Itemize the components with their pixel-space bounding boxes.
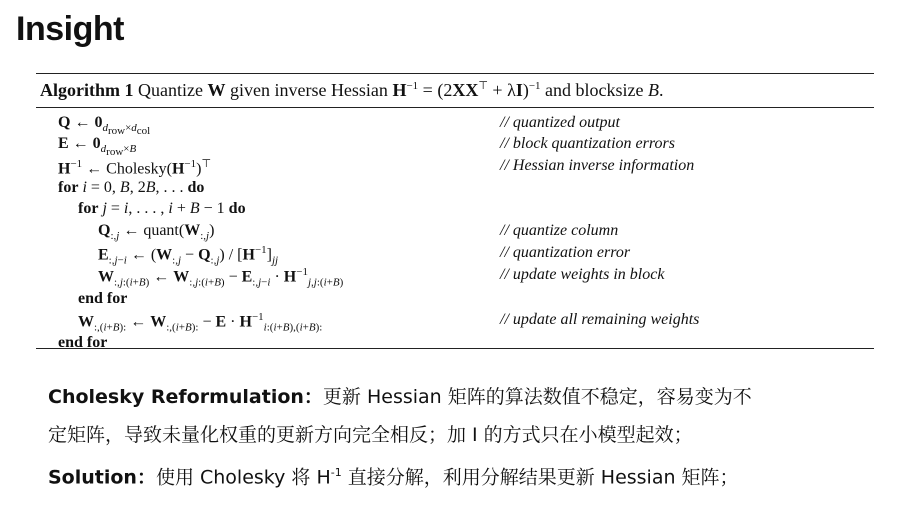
note-text-1: 更新 Hessian 矩阵的算法数值不稳定，容易变为不 — [322, 386, 752, 408]
algorithm-body — [36, 108, 874, 351]
note-line-3 — [48, 454, 898, 496]
notes-block — [48, 378, 898, 496]
note-sup: -1 — [330, 466, 342, 479]
algo-comment-6: // quantize column — [500, 222, 619, 239]
algo-line-2: E ← $0_{d_{row}\times B}$ — [58, 135, 137, 159]
algo-comment-8: // update weights in block — [500, 266, 665, 283]
algo-line-11: end for — [58, 334, 108, 351]
algo-line-1: Q ← $0_{d_{row}\times d_{col}}$ — [58, 114, 151, 138]
algo-line-6: $Q_{:,j}$ ← $quant(W_{:,j})$ — [98, 222, 215, 243]
algo-line-7: $E_{:,j-i}$ ← $(W_{:,j} - Q_{:,j}) / [H^{-1}]_{jj}$ — [98, 244, 279, 267]
algorithm-bottom-rule — [36, 348, 874, 349]
note-text-2: 定矩阵，导致未量化权重的更新方向完全相反；加 I 的方式只在小模型起效； — [48, 424, 693, 446]
algo-comment-1: // quantized output — [500, 114, 620, 131]
algo-comment-2: // block quantization errors — [500, 135, 675, 152]
page-title: Insight — [16, 10, 124, 48]
algo-comment-7: // quantization error — [500, 244, 631, 261]
note-line-1 — [48, 378, 898, 416]
note-label-cholesky: Cholesky Reformulation： — [48, 386, 323, 408]
algo-comment-10: // update all remaining weights — [500, 311, 700, 328]
algorithm-label: Algorithm 1 — [40, 80, 134, 100]
algo-line-8: $W_{:,j:(i+B)}$ ← $W_{:,j:(i+B)} - E_{:,j-i} \cdot H^{-1}_{j,j:(i+B)}$ — [98, 266, 344, 289]
algo-line-3: $H^{-1}$ ← $Cholesky(H^{-1})^⊤$ — [58, 158, 212, 178]
note-text-3b: 直接分解，利用分解结果更新 Hessian 矩阵； — [341, 466, 739, 489]
algo-line-4: for i = 0, B, 2B, . . . do — [58, 179, 205, 196]
algorithm-caption — [36, 74, 874, 107]
algo-comment-3: // Hessian inverse information — [500, 157, 695, 174]
algo-line-9: end for — [78, 290, 128, 307]
algo-line-10: $W_{:,(i+B):}$ ← $W_{:,(i+B):} - E \cdot H^{-1}_{i:(i+B),(i+B):}$ — [78, 311, 323, 334]
note-label-solution: Solution： — [48, 466, 156, 489]
algorithm-caption-text: Quantize W given inverse Hessian $H^{-1} = (2XX^⊤ + \lambda I)^{-1}$ and blocksize B. — [138, 80, 664, 100]
note-text-3a: 使用 Cholesky 将 H — [155, 466, 331, 489]
note-line-2 — [48, 416, 898, 454]
algo-line-5: for j = i, . . . , i + B − 1 do — [78, 200, 246, 217]
algorithm-box — [36, 73, 874, 349]
